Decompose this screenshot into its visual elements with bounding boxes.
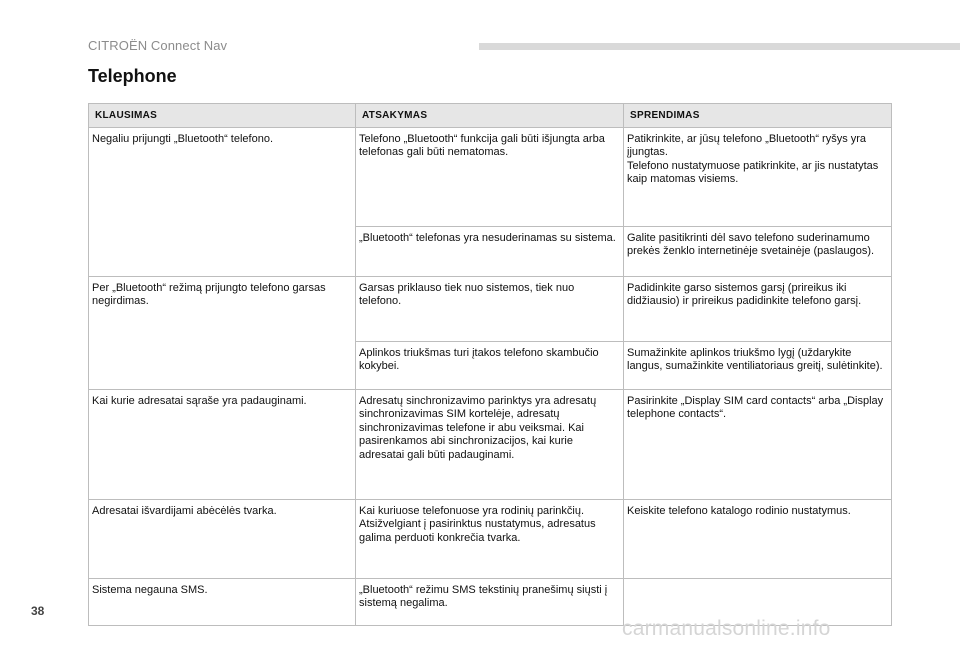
page-title: Telephone <box>88 66 177 86</box>
column-header-solution: SPRENDIMAS <box>624 104 892 128</box>
solution-line: Patikrinkite, ar jūsų telefono „Bluetooth“ ryšys yra įjungtas. Telefono nustatymuose patikrinkite, ar jis nustatytas kaip matomas visiems. <box>627 133 879 186</box>
solution-cell <box>624 128 892 227</box>
solution-cell: Pasirinkite „Display SIM card contacts“ arba „Display telephone contacts“. <box>624 390 892 500</box>
page-number: 38 <box>31 604 45 618</box>
answer-cell: Garsas priklauso tiek nuo sistemos, tiek nuo telefono. <box>356 277 624 342</box>
table-row <box>89 277 892 342</box>
question-cell: Per „Bluetooth“ režimą prijungto telefono garsas negirdimas. <box>89 277 356 390</box>
header-bar <box>479 43 960 50</box>
answer-cell: „Bluetooth“ režimu SMS tekstinių pranešimų siųsti į sistemą negalima. <box>356 579 624 626</box>
answer-cell: Aplinkos triukšmas turi įtakos telefono skambučio kokybei. <box>356 342 624 390</box>
table-row <box>89 390 892 500</box>
answer-cell: Kai kuriuose telefonuose yra rodinių parinkčių. Atsižvelgiant į pasirinktus nustatymus, adresatus galima perduoti konkrečia tvarka. <box>356 500 624 579</box>
table-row <box>89 500 892 579</box>
brand-header: CITROËN Connect Nav <box>88 38 228 53</box>
watermark-text: carmanualsonline.info <box>622 617 831 640</box>
table-header-row <box>89 104 892 128</box>
answer-cell: „Bluetooth“ telefonas yra nesuderinamas su sistema. <box>356 227 624 277</box>
question-cell: Sistema negauna SMS. <box>89 579 356 626</box>
table-row <box>89 128 892 227</box>
column-header-question: KLAUSIMAS <box>89 104 356 128</box>
question-cell: Kai kurie adresatai sąraše yra padauginami. <box>89 390 356 500</box>
answer-cell: Telefono „Bluetooth“ funkcija gali būti išjungta arba telefonas gali būti nematomas. <box>356 128 624 227</box>
solution-cell: Keiskite telefono katalogo rodinio nustatymus. <box>624 500 892 579</box>
question-cell: Negaliu prijungti „Bluetooth“ telefono. <box>89 128 356 277</box>
answer-cell: Adresatų sinchronizavimo parinktys yra adresatų sinchronizavimas SIM kortelėje, adresatų sinchronizavimas telefone ir abu veiksmai. Kai pasirenkamos abi sinchronizacijos, kai kurie adresatai gali būti padauginami. <box>356 390 624 500</box>
solution-cell: Galite pasitikrinti dėl savo telefono suderinamumo prekės ženklo internetinėje svetainėje (paslaugos). <box>624 227 892 277</box>
troubleshooting-table <box>88 103 892 626</box>
question-cell: Adresatai išvardijami abėcėlės tvarka. <box>89 500 356 579</box>
column-header-answer: ATSAKYMAS <box>356 104 624 128</box>
solution-cell: Sumažinkite aplinkos triukšmo lygį (uždarykite langus, sumažinkite ventiliatoriaus greitį, sulėtinkite). <box>624 342 892 390</box>
solution-cell: Padidinkite garso sistemos garsį (prireikus iki didžiausio) ir prireikus padidinkite telefono garsį. <box>624 277 892 342</box>
